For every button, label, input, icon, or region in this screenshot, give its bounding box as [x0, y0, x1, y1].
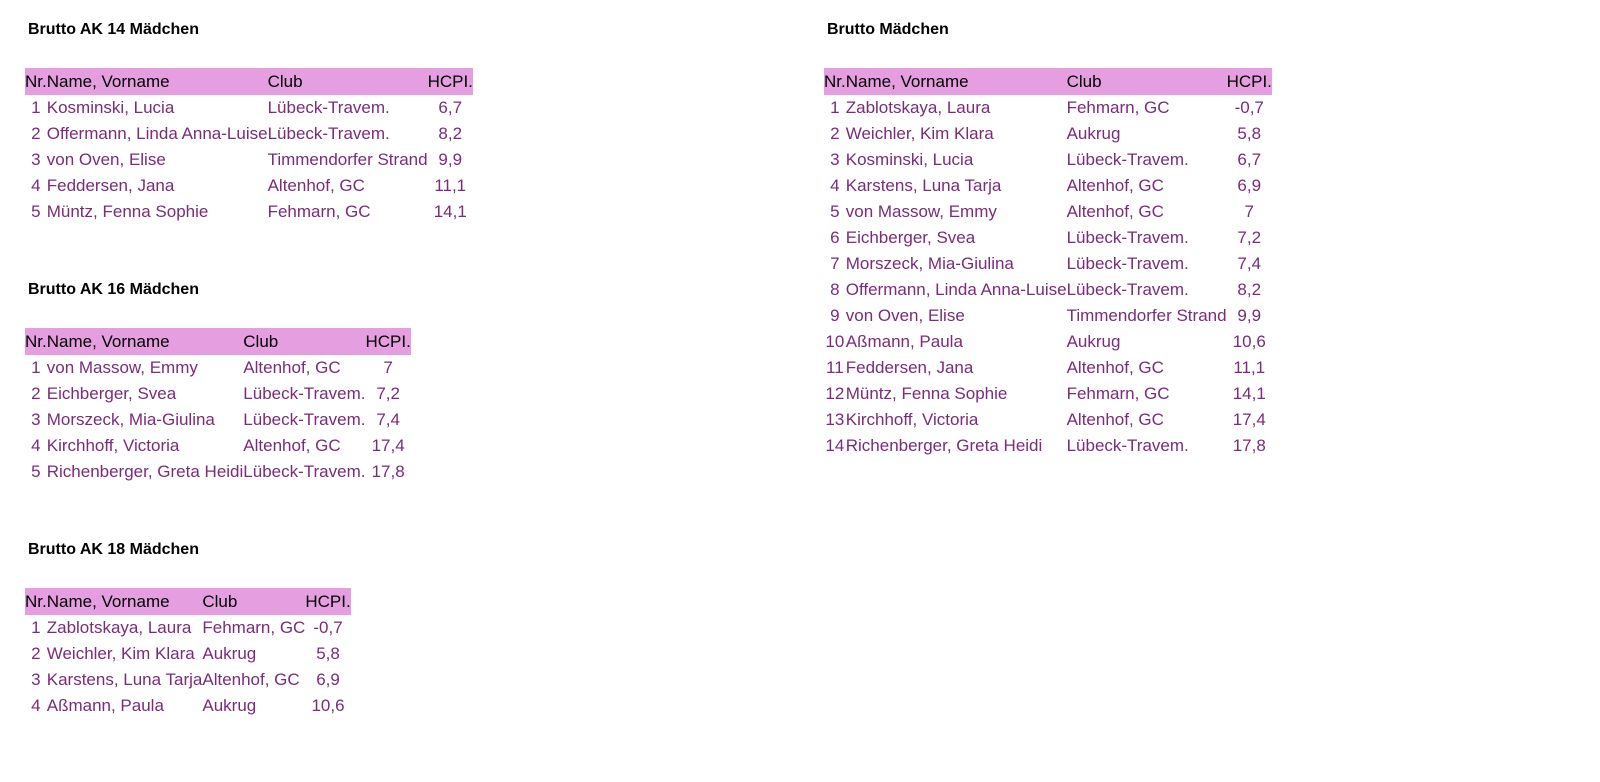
cell-hcp: 7 [1244, 202, 1254, 221]
cell-hcp: 9,9 [438, 150, 463, 169]
cell-hcp: 17,8 [1232, 436, 1266, 455]
cell-name: Kosminski, Lucia [46, 98, 175, 117]
cell-club: Aukrug [202, 644, 257, 663]
header-name: Name, Vorname [47, 68, 268, 95]
cell-hcp: 5,8 [1237, 124, 1262, 143]
header-name: Name, Vorname [47, 328, 244, 355]
cell-name: Weichler, Kim Klara [46, 644, 195, 663]
table-row [824, 173, 1272, 199]
table-row [25, 615, 351, 641]
cell-club: Altenhof, GC [1066, 202, 1164, 221]
cell-club: Aukrug [1066, 332, 1121, 351]
results-table [824, 68, 1272, 459]
header-nr: Nr. [25, 328, 47, 355]
cell-nr: 4 [31, 436, 41, 455]
cell-hcp: 5,8 [316, 644, 340, 663]
results-table [25, 588, 351, 719]
results-table [25, 68, 473, 225]
cell-hcp: 7,4 [376, 410, 400, 429]
cell-club: Fehmarn, GC [1066, 384, 1170, 403]
table-row [824, 147, 1272, 173]
cell-club: Altenhof, GC [1066, 176, 1164, 195]
cell-nr: 5 [31, 202, 41, 221]
cell-nr: 1 [31, 98, 41, 117]
cell-name: Aßmann, Paula [845, 332, 963, 351]
cell-hcp: 17,8 [371, 462, 405, 481]
header-nr: Nr. [25, 588, 47, 615]
cell-club: Lübeck-Travem. [1066, 436, 1189, 455]
cell-nr: 4 [31, 176, 41, 195]
cell-hcp: 8,2 [1237, 280, 1262, 299]
cell-name: Zablotskaya, Laura [845, 98, 991, 117]
cell-nr: 5 [830, 202, 840, 221]
cell-club: Altenhof, GC [1066, 410, 1164, 429]
cell-name: Karstens, Luna Tarja [845, 176, 1002, 195]
table-header-row [25, 68, 473, 95]
cell-name: Zablotskaya, Laura [46, 618, 192, 637]
section-title: Brutto AK 18 Mädchen [28, 541, 199, 558]
cell-hcp: 6,9 [316, 670, 340, 689]
table-header-row [824, 68, 1272, 95]
table-row [25, 641, 351, 667]
table-row [824, 433, 1272, 459]
table-row [25, 693, 351, 719]
cell-name: Karstens, Luna Tarja [46, 670, 203, 689]
cell-hcp: 7,2 [1237, 228, 1262, 247]
cell-club: Lübeck-Travem. [243, 410, 366, 429]
cell-club: Aukrug [202, 696, 257, 715]
cell-nr: 2 [31, 124, 41, 143]
cell-nr: 5 [31, 462, 41, 481]
header-hcp: HCPI. [428, 68, 473, 95]
cell-hcp: 7,2 [376, 384, 400, 403]
cell-club: Altenhof, GC [267, 176, 365, 195]
cell-nr: 11 [826, 358, 844, 377]
cell-nr: 1 [830, 98, 840, 117]
table-row [25, 667, 351, 693]
cell-hcp: 14,1 [1232, 384, 1266, 403]
header-club: Club [202, 588, 305, 615]
header-hcp: HCPI. [305, 588, 350, 615]
cell-hcp: 7,4 [1237, 254, 1262, 273]
cell-nr: 1 [31, 618, 41, 637]
table-row [824, 381, 1272, 407]
cell-hcp: 9,9 [1237, 306, 1262, 325]
header-club: Club [1067, 68, 1227, 95]
cell-club: Lübeck-Travem. [1066, 228, 1189, 247]
header-club: Club [243, 328, 365, 355]
cell-hcp: 6,7 [1237, 150, 1262, 169]
cell-name: Morszeck, Mia-Giulina [46, 410, 215, 429]
cell-name: von Oven, Elise [46, 150, 166, 169]
table-row [25, 459, 411, 485]
table-row [824, 329, 1272, 355]
cell-nr: 10 [825, 332, 845, 351]
cell-club: Lübeck-Travem. [243, 384, 366, 403]
cell-hcp: 10,6 [1232, 332, 1266, 351]
cell-name: von Oven, Elise [845, 306, 965, 325]
cell-club: Altenhof, GC [1066, 358, 1164, 377]
cell-name: Weichler, Kim Klara [845, 124, 994, 143]
header-name: Name, Vorname [846, 68, 1067, 95]
header-name: Name, Vorname [47, 588, 203, 615]
cell-hcp: 17,4 [371, 436, 405, 455]
cell-nr: 6 [830, 228, 840, 247]
cell-name: Müntz, Fenna Sophie [845, 384, 1008, 403]
section-title: Brutto Mädchen [827, 21, 949, 38]
table-row [25, 173, 473, 199]
cell-club: Lübeck-Travem. [1066, 254, 1189, 273]
cell-club: Timmendorfer Strand [267, 150, 428, 169]
cell-nr: 3 [31, 670, 41, 689]
table-row [25, 199, 473, 225]
cell-name: Richenberger, Greta Heidi [46, 462, 244, 481]
cell-nr: 2 [830, 124, 840, 143]
table-row [824, 121, 1272, 147]
cell-club: Altenhof, GC [243, 436, 341, 455]
table-row [824, 95, 1272, 121]
cell-club: Altenhof, GC [202, 670, 300, 689]
cell-hcp: 7 [383, 358, 393, 377]
cell-club: Fehmarn, GC [1066, 98, 1170, 117]
table-row [25, 381, 411, 407]
cell-hcp: 14,1 [433, 202, 467, 221]
cell-name: Kirchhoff, Victoria [46, 436, 180, 455]
cell-name: Feddersen, Jana [845, 358, 974, 377]
cell-name: Feddersen, Jana [46, 176, 175, 195]
cell-club: Timmendorfer Strand [1066, 306, 1227, 325]
cell-nr: 4 [31, 696, 41, 715]
cell-hcp: 10,6 [311, 696, 345, 715]
cell-name: Aßmann, Paula [46, 696, 164, 715]
header-hcp: HCPI. [1227, 68, 1272, 95]
cell-name: Kosminski, Lucia [845, 150, 974, 169]
cell-name: Offermann, Linda Anna-Luise [845, 280, 1067, 299]
section-title: Brutto AK 16 Mädchen [28, 281, 199, 298]
table-header-row [25, 588, 351, 615]
cell-name: Offermann, Linda Anna-Luise [46, 124, 268, 143]
cell-hcp: 17,4 [1232, 410, 1266, 429]
cell-club: Aukrug [1066, 124, 1121, 143]
table-row [824, 277, 1272, 303]
cell-name: Kirchhoff, Victoria [845, 410, 979, 429]
results-table [25, 328, 411, 485]
cell-nr: 2 [31, 644, 41, 663]
cell-name: von Massow, Emmy [845, 202, 997, 221]
cell-hcp: 8,2 [438, 124, 463, 143]
cell-hcp: -0,7 [313, 618, 343, 637]
cell-nr: 3 [31, 410, 41, 429]
cell-club: Fehmarn, GC [267, 202, 371, 221]
cell-nr: 3 [830, 150, 840, 169]
table-row [25, 121, 473, 147]
header-nr: Nr. [824, 68, 846, 95]
cell-nr: 2 [31, 384, 41, 403]
cell-nr: 9 [830, 306, 840, 325]
cell-name: Richenberger, Greta Heidi [845, 436, 1043, 455]
table-header-row [25, 328, 411, 355]
table-row [25, 433, 411, 459]
table-row [25, 407, 411, 433]
table-row [824, 199, 1272, 225]
cell-nr: 14 [825, 436, 845, 455]
cell-club: Lübeck-Travem. [1066, 280, 1189, 299]
cell-nr: 1 [31, 358, 41, 377]
cell-hcp: 11,1 [434, 176, 467, 195]
cell-club: Fehmarn, GC [202, 618, 306, 637]
cell-club: Lübeck-Travem. [267, 124, 390, 143]
table-row [824, 251, 1272, 277]
cell-club: Lübeck-Travem. [267, 98, 390, 117]
table-row [25, 95, 473, 121]
cell-name: Morszeck, Mia-Giulina [845, 254, 1014, 273]
header-nr: Nr. [25, 68, 47, 95]
cell-nr: 12 [825, 384, 845, 403]
header-club: Club [268, 68, 428, 95]
table-row [824, 407, 1272, 433]
cell-nr: 8 [830, 280, 840, 299]
table-row [25, 147, 473, 173]
table-row [824, 303, 1272, 329]
header-hcp: HCPI. [365, 328, 410, 355]
table-row [824, 355, 1272, 381]
cell-nr: 7 [830, 254, 840, 273]
cell-name: von Massow, Emmy [46, 358, 198, 377]
cell-hcp: 11,1 [1233, 358, 1266, 377]
cell-club: Altenhof, GC [243, 358, 341, 377]
cell-name: Müntz, Fenna Sophie [46, 202, 209, 221]
section-title: Brutto AK 14 Mädchen [28, 21, 199, 38]
cell-hcp: -0,7 [1234, 98, 1264, 117]
cell-hcp: 6,7 [438, 98, 463, 117]
cell-club: Lübeck-Travem. [1066, 150, 1189, 169]
table-row [25, 355, 411, 381]
cell-nr: 3 [31, 150, 41, 169]
cell-nr: 13 [825, 410, 845, 429]
cell-hcp: 6,9 [1237, 176, 1262, 195]
table-row [824, 225, 1272, 251]
cell-name: Eichberger, Svea [46, 384, 177, 403]
cell-nr: 4 [830, 176, 840, 195]
cell-club: Lübeck-Travem. [243, 462, 366, 481]
cell-name: Eichberger, Svea [845, 228, 976, 247]
